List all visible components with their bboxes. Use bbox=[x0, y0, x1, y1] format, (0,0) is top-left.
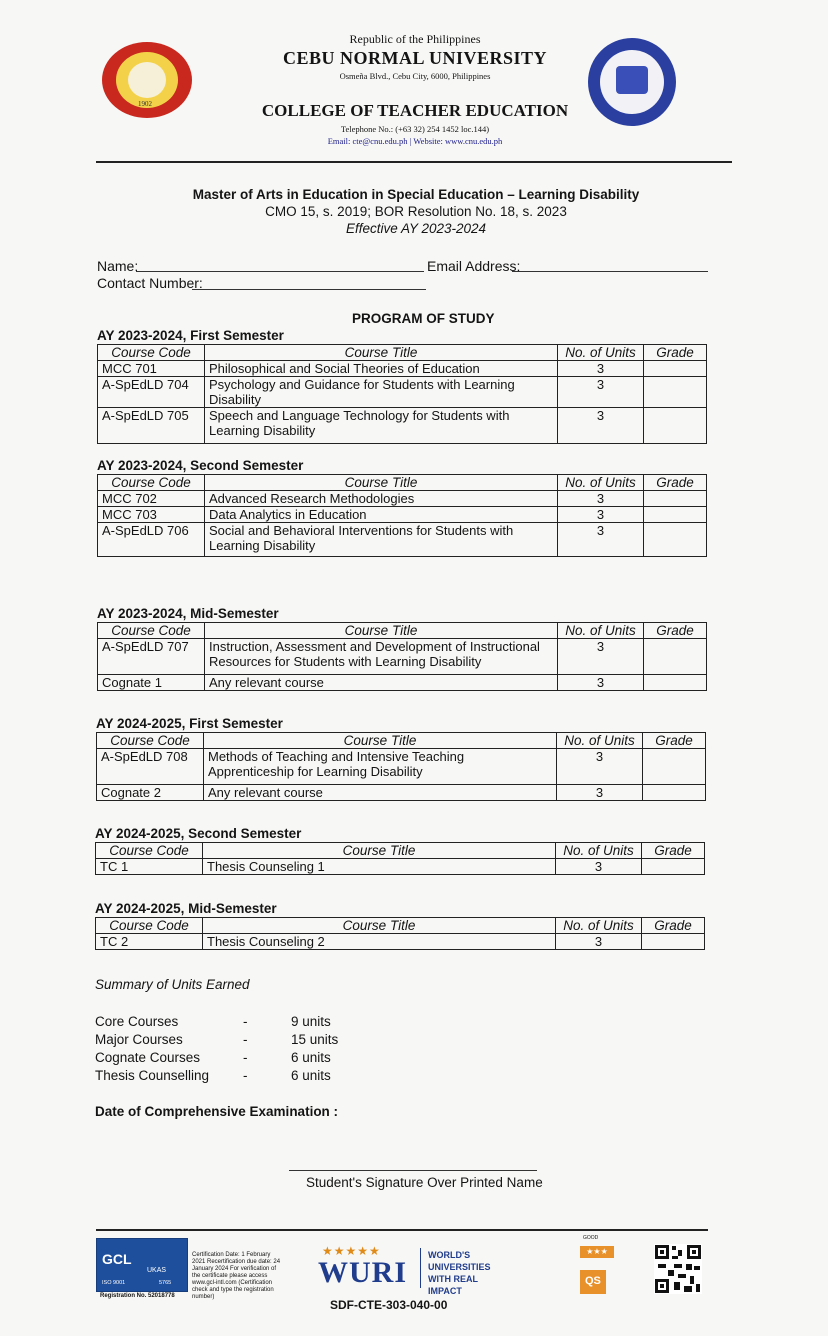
course-code: Cognate 2 bbox=[97, 785, 204, 801]
ukas-text: UKAS bbox=[147, 1267, 167, 1274]
course-code: MCC 702 bbox=[98, 491, 205, 507]
table-row bbox=[98, 377, 707, 408]
course-title: Philosophical and Social Theories of Education bbox=[205, 361, 558, 377]
course-code: TC 1 bbox=[96, 859, 203, 875]
summary-item bbox=[95, 1050, 331, 1065]
name-label: Name: bbox=[97, 258, 139, 274]
grade-cell[interactable] bbox=[643, 785, 706, 801]
semester-label: AY 2024-2025, First Semester bbox=[96, 716, 283, 731]
summary-dash: - bbox=[243, 1032, 248, 1047]
qr-code-icon[interactable] bbox=[654, 1244, 702, 1294]
header-course-code: Course Code bbox=[96, 843, 203, 859]
header-grade: Grade bbox=[642, 843, 705, 859]
course-table bbox=[97, 474, 707, 557]
course-units: 3 bbox=[558, 523, 644, 557]
wuri-stars: ★★★★★ bbox=[322, 1244, 381, 1258]
program-cmo: CMO 15, s. 2019; BOR Resolution No. 18, s. 2023 bbox=[265, 204, 567, 219]
course-title: Data Analytics in Education bbox=[205, 507, 558, 523]
table-row bbox=[98, 408, 707, 444]
course-title: Speech and Language Technology for Students with Learning Disability bbox=[205, 408, 558, 444]
course-title: Any relevant course bbox=[204, 785, 557, 801]
table-row bbox=[98, 523, 707, 557]
header-units: No. of Units bbox=[558, 475, 644, 491]
course-title: Any relevant course bbox=[205, 675, 558, 691]
qs-good-label: GOOD bbox=[583, 1235, 599, 1241]
course-units: 3 bbox=[558, 675, 644, 691]
header-units: No. of Units bbox=[557, 733, 643, 749]
header-course-code: Course Code bbox=[98, 623, 205, 639]
course-table bbox=[96, 732, 706, 801]
grade-cell[interactable] bbox=[644, 523, 707, 557]
email-field[interactable] bbox=[512, 271, 708, 272]
name-field[interactable] bbox=[136, 271, 424, 272]
summary-label: Core Courses bbox=[95, 1014, 179, 1029]
course-title: Instruction, Assessment and Development of Instructional Resources for Students with Learning Disability bbox=[205, 639, 558, 675]
table-header-row bbox=[96, 918, 705, 934]
header-course-title: Course Title bbox=[205, 623, 558, 639]
table-row bbox=[98, 639, 707, 675]
table-row bbox=[96, 859, 705, 875]
table-header-row bbox=[98, 623, 707, 639]
grade-cell[interactable] bbox=[644, 507, 707, 523]
form-code: SDF-CTE-303-040-00 bbox=[330, 1298, 448, 1312]
summary-dash: - bbox=[243, 1068, 248, 1083]
table-header-row bbox=[98, 345, 707, 361]
summary-title: Summary of Units Earned bbox=[95, 977, 250, 992]
header-units: No. of Units bbox=[558, 345, 644, 361]
course-code: MCC 701 bbox=[98, 361, 205, 377]
header-grade: Grade bbox=[644, 623, 707, 639]
course-code: A-SpEdLD 706 bbox=[98, 523, 205, 557]
header-grade: Grade bbox=[642, 918, 705, 934]
wuri-divider bbox=[420, 1248, 421, 1288]
grade-cell[interactable] bbox=[644, 361, 707, 377]
cte-seal-logo bbox=[588, 38, 676, 126]
course-code: A-SpEdLD 707 bbox=[98, 639, 205, 675]
header-course-title: Course Title bbox=[203, 843, 556, 859]
summary-dash: - bbox=[243, 1050, 248, 1065]
program-of-study-heading: PROGRAM OF STUDY bbox=[352, 311, 495, 326]
university-name: CEBU NORMAL UNIVERSITY bbox=[282, 48, 548, 68]
header-course-code: Course Code bbox=[98, 475, 205, 491]
qs-stars: ★★★ bbox=[580, 1246, 614, 1258]
summary-label: Major Courses bbox=[95, 1032, 183, 1047]
header-grade: Grade bbox=[643, 733, 706, 749]
summary-label: Cognate Courses bbox=[95, 1050, 201, 1065]
cnu-seal-logo bbox=[102, 42, 192, 118]
signature-line[interactable] bbox=[289, 1170, 537, 1171]
grade-cell[interactable] bbox=[644, 491, 707, 507]
course-units: 3 bbox=[557, 785, 643, 801]
course-table bbox=[95, 917, 705, 950]
qs-text: QS bbox=[585, 1275, 601, 1287]
header-divider bbox=[96, 161, 732, 163]
table-row bbox=[96, 934, 705, 950]
summary-dash: - bbox=[243, 1014, 248, 1029]
course-units: 3 bbox=[558, 377, 644, 408]
summary-value: 15 units bbox=[291, 1032, 339, 1047]
summary-label: Thesis Counselling bbox=[95, 1068, 210, 1083]
table-row bbox=[98, 491, 707, 507]
table-row bbox=[98, 361, 707, 377]
table-header-row bbox=[97, 733, 706, 749]
college-email-website[interactable]: Email: cte@cnu.edu.ph | Website: www.cnu.edu.ph bbox=[327, 136, 503, 146]
header-course-code: Course Code bbox=[98, 345, 205, 361]
table-header-row bbox=[98, 475, 707, 491]
course-title: Social and Behavioral Interventions for Students with Learning Disability bbox=[205, 523, 558, 557]
summary-value: 6 units bbox=[291, 1050, 331, 1065]
semester-label: AY 2023-2024, Mid-Semester bbox=[97, 606, 279, 621]
grade-cell[interactable] bbox=[644, 408, 707, 444]
course-units: 3 bbox=[558, 408, 644, 444]
table-row bbox=[97, 785, 706, 801]
header-course-title: Course Title bbox=[205, 345, 558, 361]
grade-cell[interactable] bbox=[644, 639, 707, 675]
gcl-text: GCL bbox=[102, 1251, 132, 1267]
course-table bbox=[95, 842, 705, 875]
header-grade: Grade bbox=[644, 345, 707, 361]
table-row bbox=[97, 749, 706, 785]
certification-details: Certification Date: 1 February 2021 Recertification due date: 24 January 2024 For verification of the certificate please access www.gcl-intl.com (Certification check and type the registration number) bbox=[192, 1252, 281, 1300]
grade-cell[interactable] bbox=[642, 859, 705, 875]
program-title: Master of Arts in Education in Special Education – Learning Disability bbox=[192, 187, 640, 202]
college-telephone: Telephone No.: (+63 32) 254 1452 loc.144) bbox=[340, 124, 490, 134]
header-units: No. of Units bbox=[558, 623, 644, 639]
header-course-code: Course Code bbox=[96, 918, 203, 934]
university-address: Osmeña Blvd., Cebu City, 6000, Philippines bbox=[339, 71, 491, 81]
course-units: 3 bbox=[558, 361, 644, 377]
republic-line: Republic of the Philippines bbox=[349, 32, 481, 46]
college-name: COLLEGE OF TEACHER EDUCATION bbox=[261, 101, 569, 120]
table-row bbox=[98, 675, 707, 691]
cert-number: 5765 bbox=[159, 1280, 172, 1286]
iso-text: ISO 9001 bbox=[102, 1280, 126, 1286]
course-title: Advanced Research Methodologies bbox=[205, 491, 558, 507]
summary-item bbox=[95, 1068, 331, 1083]
header-course-code: Course Code bbox=[97, 733, 204, 749]
footer-divider bbox=[96, 1229, 708, 1231]
signature-label: Student's Signature Over Printed Name bbox=[306, 1175, 543, 1190]
header-grade: Grade bbox=[644, 475, 707, 491]
course-units: 3 bbox=[556, 859, 642, 875]
course-units: 3 bbox=[558, 507, 644, 523]
header-course-title: Course Title bbox=[204, 733, 557, 749]
semester-label: AY 2023-2024, Second Semester bbox=[97, 458, 304, 473]
table-row bbox=[98, 507, 707, 523]
header-course-title: Course Title bbox=[205, 475, 558, 491]
summary-value: 9 units bbox=[291, 1014, 331, 1029]
course-code: TC 2 bbox=[96, 934, 203, 950]
semester-label: AY 2024-2025, Mid-Semester bbox=[95, 901, 277, 916]
comprehensive-exam-label: Date of Comprehensive Examination : bbox=[95, 1104, 339, 1119]
semester-label: AY 2023-2024, First Semester bbox=[97, 328, 284, 343]
wuri-logo: WURI bbox=[318, 1256, 408, 1289]
contact-field[interactable] bbox=[192, 289, 426, 290]
course-code: MCC 703 bbox=[98, 507, 205, 523]
gcl-ukas-cert-logo bbox=[96, 1238, 188, 1292]
course-title: Psychology and Guidance for Students with Learning Disability bbox=[205, 377, 558, 408]
course-title: Thesis Counseling 2 bbox=[203, 934, 556, 950]
course-code: A-SpEdLD 705 bbox=[98, 408, 205, 444]
summary-item bbox=[95, 1014, 331, 1029]
course-units: 3 bbox=[558, 491, 644, 507]
header-course-title: Course Title bbox=[203, 918, 556, 934]
table-header-row bbox=[96, 843, 705, 859]
seal-year: 1902 bbox=[138, 100, 152, 108]
course-title: Thesis Counseling 1 bbox=[203, 859, 556, 875]
course-units: 3 bbox=[558, 639, 644, 675]
semester-label: AY 2024-2025, Second Semester bbox=[95, 826, 302, 841]
course-code: Cognate 1 bbox=[98, 675, 205, 691]
header-units: No. of Units bbox=[556, 918, 642, 934]
summary-value: 6 units bbox=[291, 1068, 331, 1083]
registration-number: Registration No. 52018778 bbox=[100, 1293, 175, 1299]
course-units: 3 bbox=[556, 934, 642, 950]
summary-item bbox=[95, 1032, 338, 1047]
program-effective: Effective AY 2023-2024 bbox=[345, 221, 487, 236]
qs-logo bbox=[580, 1270, 606, 1294]
course-code: A-SpEdLD 708 bbox=[97, 749, 204, 785]
email-label: Email Address: bbox=[427, 258, 521, 274]
grade-cell[interactable] bbox=[642, 934, 705, 950]
contact-label: Contact Number: bbox=[97, 275, 203, 291]
grade-cell[interactable] bbox=[643, 749, 706, 785]
course-table bbox=[97, 344, 707, 444]
grade-cell[interactable] bbox=[644, 377, 707, 408]
course-table bbox=[97, 622, 707, 691]
grade-cell[interactable] bbox=[644, 675, 707, 691]
course-units: 3 bbox=[557, 749, 643, 785]
wuri-tagline: WORLD'S UNIVERSITIES WITH REAL IMPACT bbox=[428, 1250, 491, 1296]
course-title: Methods of Teaching and Intensive Teaching Apprenticeship for Learning Disability bbox=[204, 749, 557, 785]
course-code: A-SpEdLD 704 bbox=[98, 377, 205, 408]
header-units: No. of Units bbox=[556, 843, 642, 859]
